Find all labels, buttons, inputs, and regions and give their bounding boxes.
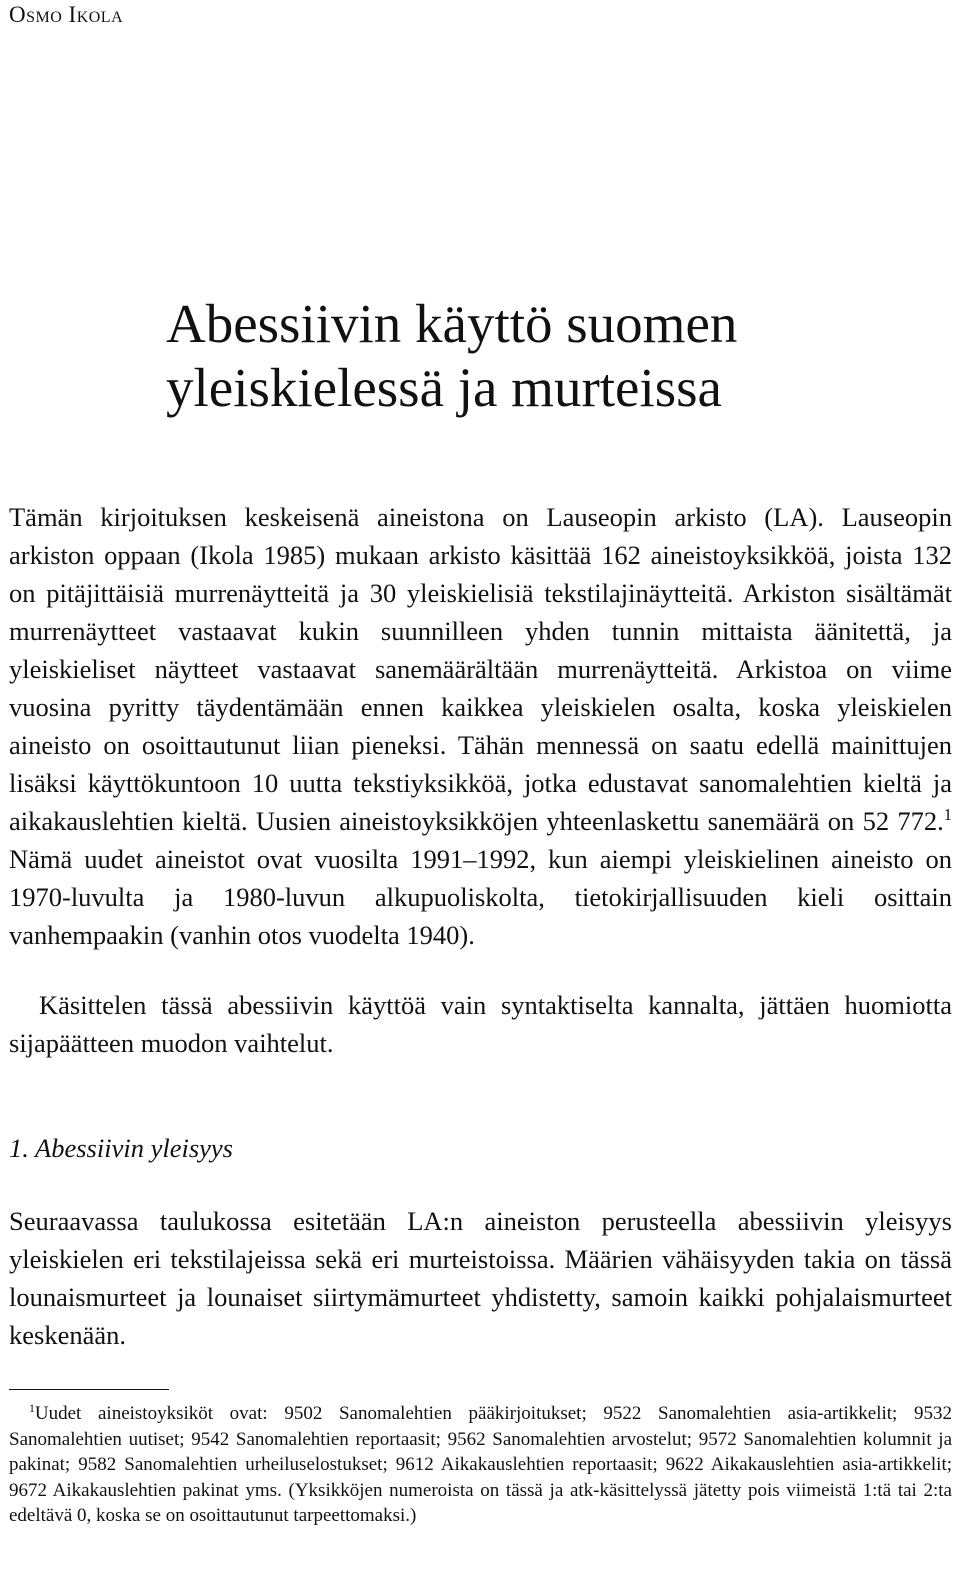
article-title-line-1: Abessiivin käyttö suomen (166, 293, 738, 354)
footnote (9, 1401, 952, 1529)
intro-second-paragraph: Käsittelen tässä abessiivin käyttöä vain syntaktiselta kannalta, jättäen huomiotta sijapäätteen muodon vaihtelut. (9, 990, 952, 1058)
article-title-line-2: yleiskielessä ja murteissa (166, 357, 722, 418)
section-heading (9, 1133, 233, 1164)
footnote-reference: 1 (943, 805, 952, 825)
section-paragraph: Seuraavassa taulukossa esitetään LA:n aineiston perusteella abessiivin yleisyys yleiskielen eri tekstilajeissa sekä eri murteistoissa. Määrien vähäisyyden takia on tässä lounaismurteet ja lounaiset siirtymämurteet yhdistetty, samoin kaikki pohjalaismurteet keskenään. (9, 1206, 952, 1350)
running-head-author: Osmo Ikola (9, 2, 124, 27)
section-title: Abessiivin yleisyys (35, 1133, 233, 1163)
footnote-text: Uudet aineistoyksiköt ovat: 9502 Sanomalehtien pääkirjoitukset; 9522 Sanomalehtien asia-artikkelit; 9532 Sanomalehtien uutiset; 9542 Sanomalehtien reportaasit; 9562 Sanomalehtien arvostelut; 9572 Sanomalehtien kolumnit ja pakinat; 9582 Sanomalehtien urheiluselostukset; 9612 Aikakauslehtien reportaasit; 9622 Aikakauslehtien asia-artikkelit; 9672 Aikakauslehtien pakinat yms. (Yksikköjen numeroista on tässä ja atk-käsittelyssä jätetty pois viimeistä 1:tä tai 2:ta edeltävä 0, koska se on osoittautunut tarpeettomaksi.) (9, 1403, 952, 1526)
footnote-mark: 1 (29, 1401, 35, 1415)
section-number: 1. (9, 1133, 29, 1163)
intro-paragraph (9, 498, 952, 954)
intro-text: Tämän kirjoituksen keskeisenä aineistona on Lauseopin arkisto (LA). Lauseopin arkiston oppaan (Ikola 1985) mukaan arkisto käsittää 162 aineistoyksikköä, joista 132 on pitäjittäisiä murrenäytteitä ja 30 yleiskielisiä tekstilajinäytteitä. Arkiston sisältämät murrenäytteet vastaavat kukin suunnilleen yhden tunnin mittaista äänitettä, ja yleiskieliset näytteet vastaavat sanemäärältään murrenäytteitä. Arkistoa on viime vuosina pyritty täydentämään ennen kaikkea yleiskielen osalta, koska yleiskielen aineisto on osoittautunut liian pieneksi. Tähän mennessä on saatu edellä mainittujen lisäksi käyttökuntoon 10 uutta tekstiyksikköä, jotka edustavat sanomalehtien kieltä ja aikakauslehtien kieltä. Uusien aineistoyksikköjen yhteenlaskettu sanemäärä on 52 772. (9, 502, 952, 836)
footnote-divider (9, 1389, 169, 1390)
intro-text-continued: Nämä uudet aineistot ovat vuosilta 1991–1992, kun aiempi yleiskielinen aineisto on 1970-luvulta ja 1980-luvun alkupuoliskolta, tietokirjallisuuden kieli osittain vanhempaakin (vanhin otos vuodelta 1940). (9, 844, 952, 950)
article-title (166, 292, 946, 420)
